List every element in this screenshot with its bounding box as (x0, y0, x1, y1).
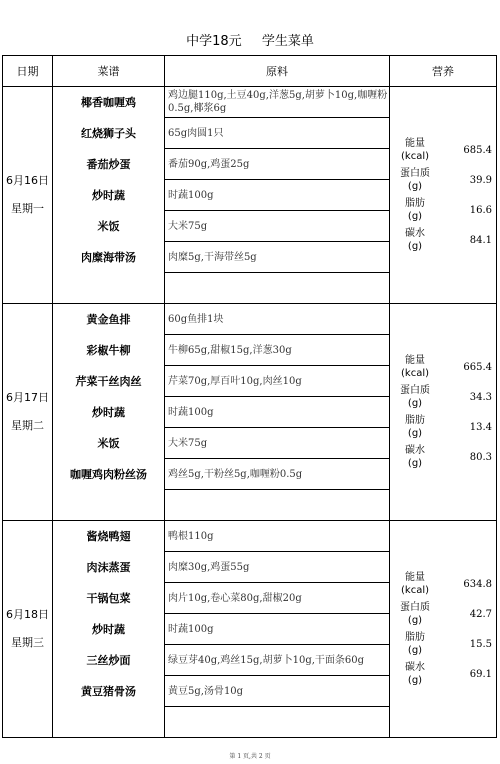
ingredients-cell (165, 521, 390, 738)
nutrition-label-name: 脂肪 (405, 198, 425, 209)
day-row (3, 521, 497, 738)
dish-name: 彩椒牛柳 (86, 344, 131, 357)
ingredient-line: 鸡边腿110g,土豆40g,洋葱5g,胡萝卜10g,咖喱粉0.5g,椰浆6g (165, 87, 389, 118)
ingredient-line (165, 273, 389, 303)
dish-name: 炒时蔬 (92, 623, 125, 636)
nutrition-item (390, 659, 496, 689)
ingredient-line: 时蔬100g (165, 397, 389, 428)
nutrition-item (390, 569, 496, 599)
ingredient-line (165, 707, 389, 737)
ingredient-line: 肉糜30g,鸡蛋55g (165, 552, 389, 583)
dish-name: 咖喱鸡肉粉丝汤 (70, 468, 147, 481)
dish-name: 炒时蔬 (92, 189, 125, 202)
nutrition-label-name: 碳水 (405, 445, 425, 456)
nutrition-label-unit: (g) (407, 458, 423, 469)
dish-name: 干锅包菜 (86, 592, 131, 605)
dish-name: 椰香咖喱鸡 (81, 96, 136, 109)
dish-name: 番茄炒蛋 (86, 158, 131, 171)
nutrition-value: 634.8 (463, 578, 492, 590)
dish-cell (53, 87, 165, 304)
dish-name: 三丝炒面 (86, 654, 131, 667)
nutrition-cell (390, 304, 497, 521)
ingredient-line: 番茄90g,鸡蛋25g (165, 149, 389, 180)
nutrition-label (390, 661, 440, 687)
nutrition-item (390, 629, 496, 659)
nutrition-label-name: 能量 (405, 572, 425, 583)
day-cell (3, 87, 53, 304)
dish-name: 酱烧鸭翅 (86, 530, 131, 543)
nutrition-label-name: 能量 (405, 138, 425, 149)
nutrition-label-name: 蛋白质 (400, 602, 430, 613)
nutrition-value: 685.4 (463, 144, 492, 156)
day-weekday: 星期三 (11, 636, 44, 649)
nutrition-label (390, 414, 440, 440)
nutrition-cell (390, 87, 497, 304)
day-date: 6月18日 (6, 608, 49, 621)
page-title (0, 30, 500, 49)
ingredients-cell (165, 87, 390, 304)
nutrition-label-name: 脂肪 (405, 415, 425, 426)
nutrition-label (390, 601, 440, 627)
dish-name: 米饭 (97, 220, 120, 233)
nutrition-label-name: 蛋白质 (400, 385, 430, 396)
nutrition-item (390, 442, 496, 472)
nutrition-item (390, 135, 496, 165)
nutrition-label-unit: (kcal) (401, 151, 429, 162)
dish-name: 炒时蔬 (92, 406, 125, 419)
ingredient-line: 60g鱼排1块 (165, 304, 389, 335)
nutrition-value: 42.7 (469, 608, 492, 620)
nutrition-cell (390, 521, 497, 738)
nutrition-label (390, 167, 440, 193)
nutrition-label (390, 227, 440, 253)
dish-name: 米饭 (97, 437, 120, 450)
day-row (3, 87, 497, 304)
dish-name: 肉沫蒸蛋 (86, 561, 131, 574)
day-cell (3, 521, 53, 738)
nutrition-label-name: 碳水 (405, 662, 425, 673)
ingredient-line: 芹菜70g,厚百叶10g,肉丝10g (165, 366, 389, 397)
day-cell (3, 304, 53, 521)
nutrition-label-name: 蛋白质 (400, 168, 430, 179)
header-dish: 菜谱 (53, 56, 165, 87)
nutrition-label (390, 631, 440, 657)
nutrition-value: 13.4 (469, 421, 492, 433)
nutrition-label-unit: (kcal) (401, 368, 429, 379)
nutrition-label-unit: (g) (407, 428, 423, 439)
day-date: 6月16日 (6, 174, 49, 187)
nutrition-item (390, 599, 496, 629)
nutrition-label-unit: (g) (407, 398, 423, 409)
ingredient-line: 鸭根110g (165, 521, 389, 552)
ingredient-line: 黄豆5g,汤骨10g (165, 676, 389, 707)
nutrition-value: 80.3 (469, 451, 492, 463)
nutrition-label-unit: (g) (407, 675, 423, 686)
ingredient-line: 绿豆芽40g,鸡丝15g,胡萝卜10g,干面条60g (165, 645, 389, 676)
ingredient-line: 时蔬100g (165, 614, 389, 645)
nutrition-value: 15.5 (469, 638, 492, 650)
nutrition-label (390, 354, 440, 380)
ingredient-line: 大米75g (165, 428, 389, 459)
ingredient-line: 大米75g (165, 211, 389, 242)
header-nutrition: 营养 (390, 56, 497, 87)
nutrition-item (390, 165, 496, 195)
nutrition-label-unit: (g) (407, 211, 423, 222)
dish-name: 芹菜干丝肉丝 (75, 375, 142, 388)
nutrition-label-unit: (g) (407, 181, 423, 192)
nutrition-value: 69.1 (469, 668, 492, 680)
page-footer: 第 1 页,共 2 页 (229, 753, 271, 760)
nutrition-label-name: 脂肪 (405, 632, 425, 643)
ingredients-cell (165, 304, 390, 521)
nutrition-value: 16.6 (469, 204, 492, 216)
dish-cell (53, 521, 165, 738)
title-school: 中学18元 (186, 34, 242, 49)
nutrition-label-unit: (g) (407, 241, 423, 252)
menu-body (3, 87, 497, 738)
nutrition-label (390, 384, 440, 410)
ingredient-line: 鸡丝5g,干粉丝5g,咖喱粉0.5g (165, 459, 389, 490)
dish-name: 肉糜海带汤 (81, 251, 136, 264)
nutrition-label-unit: (g) (407, 615, 423, 626)
ingredient-line: 65g肉圆1只 (165, 118, 389, 149)
header-row (3, 56, 497, 87)
nutrition-item (390, 195, 496, 225)
nutrition-label-name: 碳水 (405, 228, 425, 239)
menu-table (2, 55, 497, 738)
day-weekday: 星期二 (11, 419, 44, 432)
title-name: 学生菜单 (261, 34, 314, 49)
nutrition-item (390, 382, 496, 412)
day-weekday: 星期一 (11, 202, 44, 215)
ingredient-line: 牛柳65g,甜椒15g,洋葱30g (165, 335, 389, 366)
nutrition-label-name: 能量 (405, 355, 425, 366)
nutrition-item (390, 412, 496, 442)
nutrition-value: 665.4 (463, 361, 492, 373)
day-date: 6月17日 (6, 391, 49, 404)
nutrition-label-unit: (kcal) (401, 585, 429, 596)
ingredient-line: 肉片10g,卷心菜80g,甜椒20g (165, 583, 389, 614)
day-row (3, 304, 497, 521)
nutrition-value: 34.3 (469, 391, 492, 403)
header-ingredients: 原料 (165, 56, 390, 87)
nutrition-label-unit: (g) (407, 645, 423, 656)
dish-name: 黄金鱼排 (86, 313, 131, 326)
nutrition-label (390, 137, 440, 163)
nutrition-item (390, 352, 496, 382)
dish-cell (53, 304, 165, 521)
dish-name: 红烧狮子头 (81, 127, 136, 140)
nutrition-value: 84.1 (469, 234, 492, 246)
nutrition-label (390, 571, 440, 597)
dish-name: 黄豆猪骨汤 (81, 685, 136, 698)
header-date: 日期 (3, 56, 53, 87)
nutrition-label (390, 197, 440, 223)
ingredient-line: 肉糜5g,干海带丝5g (165, 242, 389, 273)
nutrition-label (390, 444, 440, 470)
nutrition-item (390, 225, 496, 255)
ingredient-line (165, 490, 389, 520)
nutrition-value: 39.9 (469, 174, 492, 186)
ingredient-line: 时蔬100g (165, 180, 389, 211)
